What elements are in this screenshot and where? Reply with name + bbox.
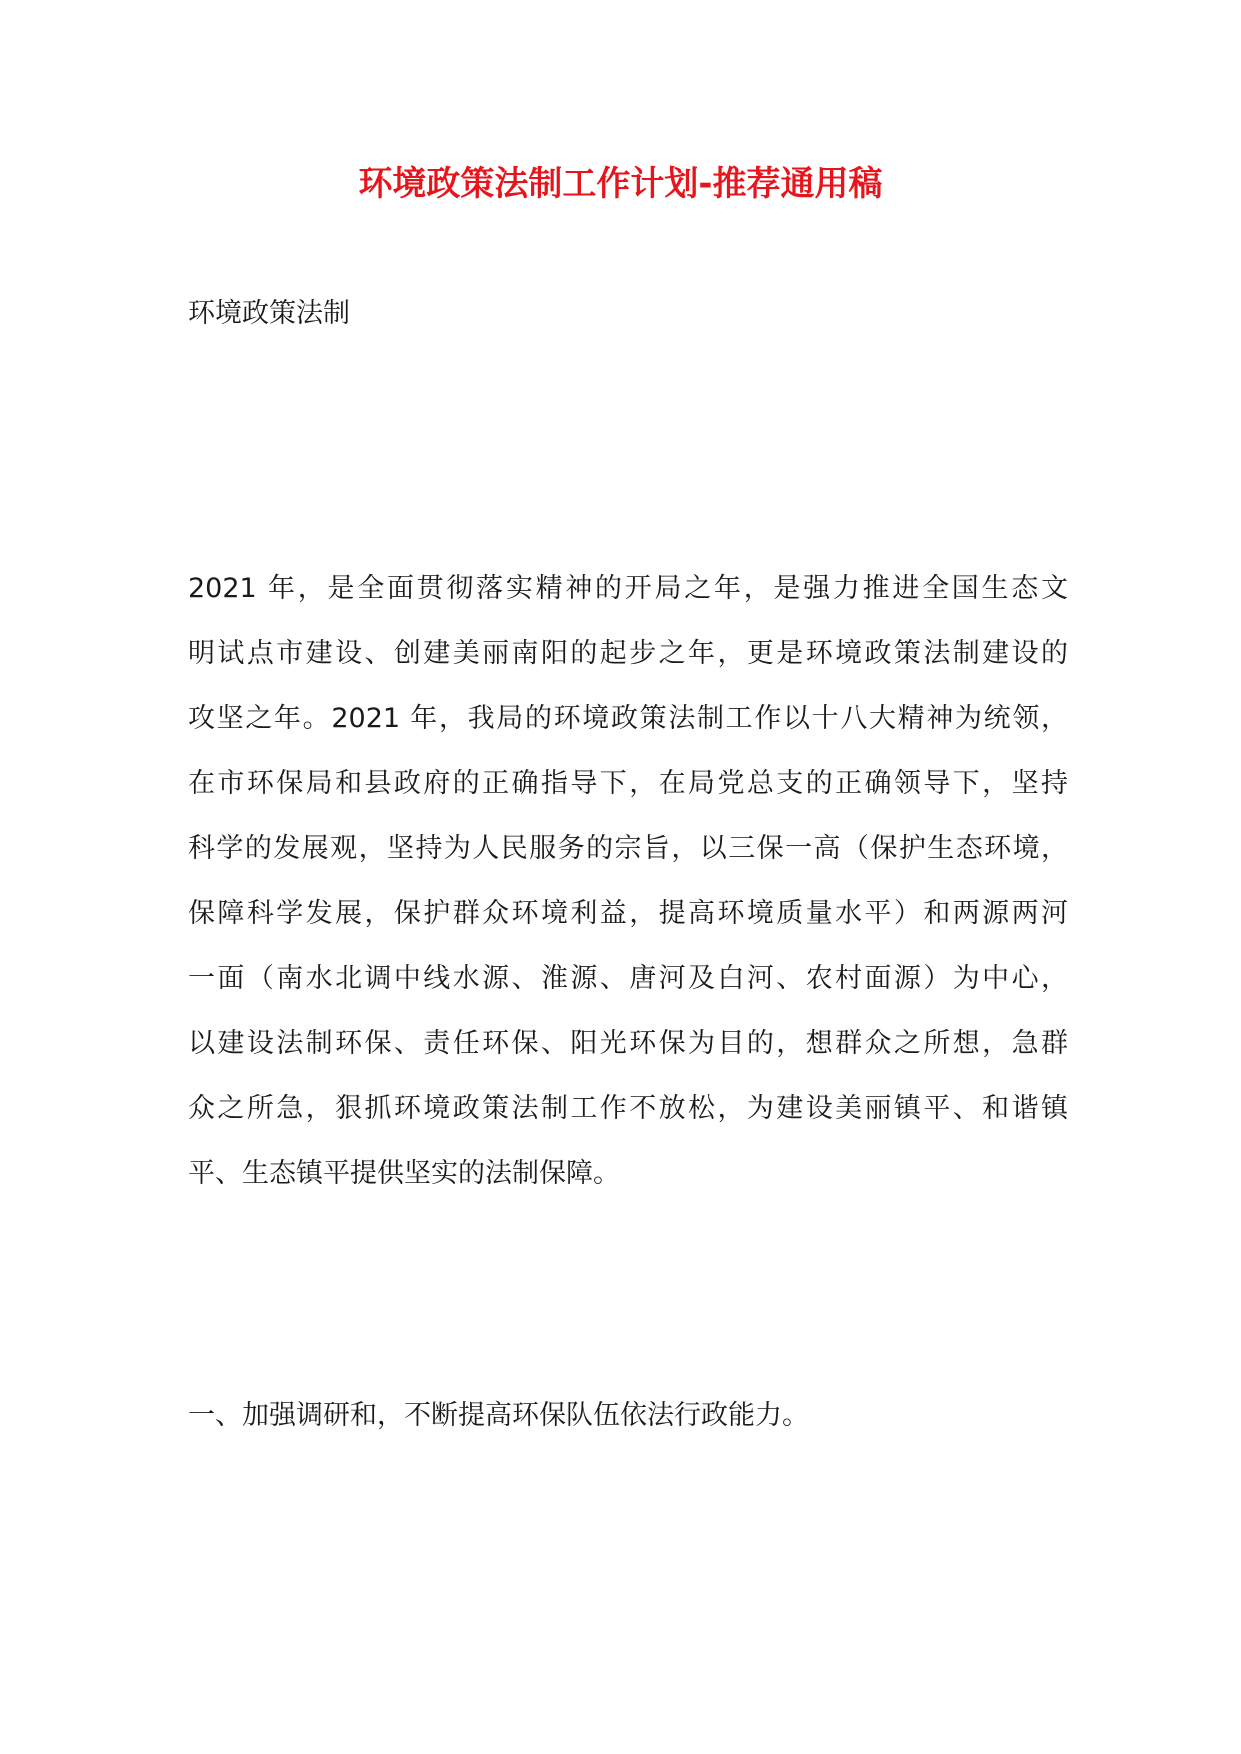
document-title: 环境政策法制工作计划-推荐通用稿: [358, 164, 883, 204]
paragraph-line: 科学的发展观，坚持为人民服务的宗旨，以三保一高（保护生态环境，: [188, 833, 1068, 864]
paragraph-line: 一面（南水北调中线水源、淮源、唐河及白河、农村面源）为中心，: [188, 963, 1068, 994]
body-paragraph: [188, 556, 1068, 1206]
paragraph-line: 2021 年，是全面贯彻落实精神的开局之年，是强力推进全国生态文: [188, 573, 1068, 604]
paragraph-line: 保障科学发展，保护群众环境利益，提高环境质量水平）和两源两河: [188, 898, 1068, 929]
paragraph-line: 攻坚之年。2021 年，我局的环境政策法制工作以十八大精神为统领，: [188, 703, 1068, 734]
paragraph-line: 众之所急，狠抓环境政策法制工作不放松，为建设美丽镇平、和谐镇: [188, 1093, 1068, 1124]
paragraph-line: 在市环保局和县政府的正确指导下，在局党总支的正确领导下，坚持: [188, 768, 1068, 799]
paragraph-line: 明试点市建设、创建美丽南阳的起步之年，更是环境政策法制建设的: [188, 638, 1068, 669]
document-subtitle: 环境政策法制: [188, 298, 350, 329]
paragraph-line: 以建设法制环保、责任环保、阳光环保为目的，想群众之所想，急群: [188, 1028, 1068, 1059]
section-heading: 一、加强调研和，不断提高环保队伍依法行政能力。: [188, 1400, 809, 1431]
paragraph-line: 平、生态镇平提供坚实的法制保障。: [188, 1158, 620, 1189]
